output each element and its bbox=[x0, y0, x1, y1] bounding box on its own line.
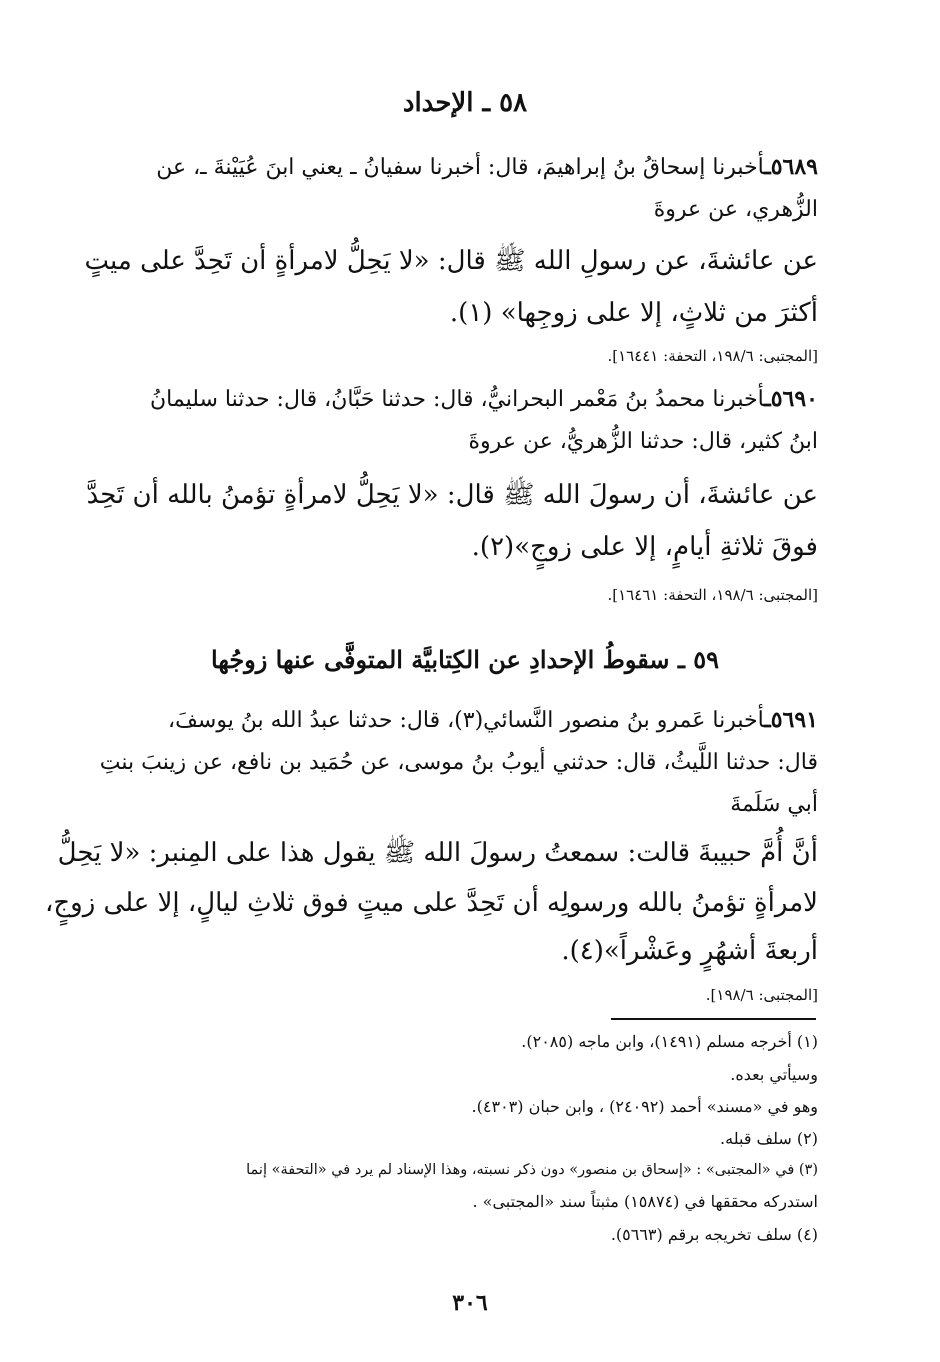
footnote-2: (٢) سلف قبله. bbox=[720, 1129, 818, 1148]
hadith-5691-matn-line-1: أنَّ أُمَّ حبيبةَ قالت: سمعتُ رسولَ الله ﷺ يقول هذا على المِنبر: «لا يَحِلُّ bbox=[57, 838, 818, 868]
footnote-1-continued: وسيأتي بعده. bbox=[730, 1065, 818, 1084]
hadith-5691-isnad-line-3: أبي سَلَمةَ bbox=[730, 792, 818, 817]
hadith-5691-matn-line-3: أربعةَ أشهُرٍ وعَشْراً»(٤). bbox=[561, 936, 818, 966]
hadith-5691-isnad-line-2: قال: حدثنا اللَّيثُ، قال: حدثني أيوبُ بنُ موسى، عن حُمَيد بن نافع، عن زينبَ بنتِ bbox=[99, 750, 818, 775]
hadith-5691-source: [المجتبى: ١٩٨/٦]. bbox=[705, 986, 818, 1004]
hadith-5689-source: [المجتبى: ١٩٨/٦، التحفة: ١٦٤٤١]. bbox=[607, 347, 818, 365]
hadith-5690-source: [المجتبى: ١٩٨/٦، التحفة: ١٦٤٦١]. bbox=[607, 586, 818, 604]
hadith-5689-isnad-line-2: الزُّهري، عن عروةَ bbox=[653, 197, 818, 222]
hadith-number: ٥٦٨٩ـ bbox=[764, 154, 818, 180]
hadith-5690-matn-line-2: فوقَ ثلاثةِ أيامٍ، إلا على زوجٍ»(٢). bbox=[471, 532, 818, 562]
footnote-4: (٤) سلف تخريجه برقم (٥٦٦٣). bbox=[610, 1225, 818, 1244]
hadith-5689-isnad-line-1 bbox=[110, 152, 818, 183]
hadith-5689-matn-line-1: عن عائشةَ، عن رسولِ الله ﷺ قال: «لا يَحِلُّ لامرأةٍ أن تَحِدَّ على ميتٍ bbox=[84, 246, 818, 276]
footnote-3: (٣) في «المجتبى» : «إسحاق بن منصور» دون ذكر نسبته، وهذا الإسناد لم يرد في «التحفة» إنما bbox=[246, 1162, 818, 1178]
isnad-text: أخبرنا عَمرو بنُ منصور النَّسائي(٣)، قال: حدثنا عبدُ الله بنُ يوسفَ، bbox=[168, 708, 765, 733]
hadith-5690-matn-line-1: عن عائشةَ، أن رسولَ الله ﷺ قال: «لا يَحِلُّ لامرأةٍ تؤمنُ بالله أن تَحِدَّ bbox=[86, 480, 818, 510]
hadith-5689-matn-line-2: أكثرَ من ثلاثٍ، إلا على زوجِها» (١). bbox=[449, 298, 818, 328]
footnote-3-continued: استدركه محققها في (١٥٨٧٤) مثبتاً سند «المجتبى» . bbox=[472, 1192, 818, 1211]
chapter-title-58: ٥٨ ـ الإحداد bbox=[402, 88, 528, 118]
hadith-5690-isnad-line-1 bbox=[110, 384, 818, 415]
page-number: ٣٠٦ bbox=[452, 1290, 488, 1316]
chapter-title-59: ٥٩ ـ سقوطُ الإحدادِ عن الكِتابيَّة المتوفَّى عنها زوجُها bbox=[210, 645, 720, 674]
hadith-5690-isnad-line-2: ابنُ كثير، قال: حدثنا الزُّهريُّ، عن عروةَ bbox=[468, 429, 818, 454]
footnote-1: (١) أخرجه مسلم (١٤٩١)، وابن ماجه (٢٠٨٥). bbox=[521, 1032, 818, 1051]
isnad-text: أخبرنا محمدُ بنُ مَعْمر البحرانيُّ، قال: حدثنا حَبَّانُ، قال: حدثنا سليمانُ bbox=[150, 387, 765, 412]
hadith-number: ٥٦٩١ـ bbox=[764, 707, 818, 733]
isnad-text: أخبرنا إسحاقُ بنُ إبراهيمَ، قال: أخبرنا سفيانُ ـ يعني ابنَ عُيَيْنةَ ـ، عن bbox=[156, 155, 765, 180]
footnote-divider bbox=[611, 1018, 816, 1020]
hadith-5691-isnad-line-1 bbox=[110, 705, 818, 736]
hadith-number: ٥٦٩٠ـ bbox=[764, 386, 818, 412]
footnote-1-continued: وهو في «مسند» أحمد (٢٤٠٩٢) ، وابن حبان (٤٣٠٣). bbox=[471, 1097, 818, 1116]
hadith-5691-matn-line-2: لامرأةٍ تؤمنُ بالله ورسولِه أن تَحِدَّ على ميتٍ فوق ثلاثِ ليالٍ، إلا على زوجٍ، bbox=[44, 888, 818, 918]
